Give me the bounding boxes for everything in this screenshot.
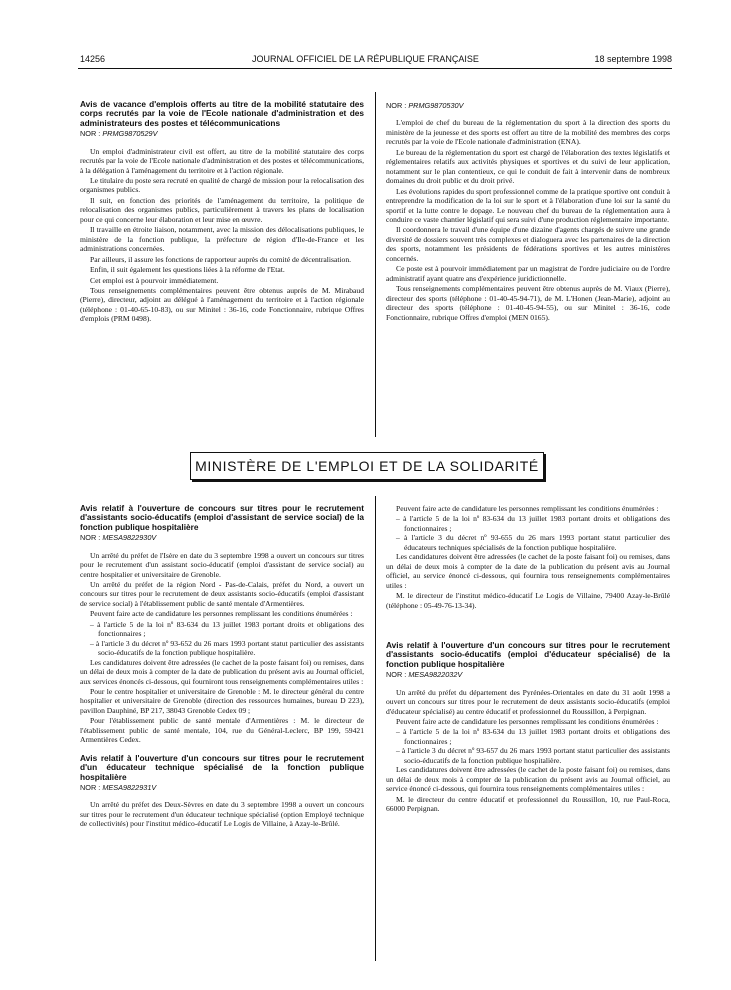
list-item: – à l'article 3 du décret nº 93-657 du 26 mars 1993 portant statut particulier des assistants socio-éducatifs de la fonction publique hospitalière. xyxy=(386,746,670,765)
nor-reference: NOR : MESA9822032V xyxy=(386,670,463,680)
issue-date: 18 septembre 1998 xyxy=(594,54,672,64)
top-right-column xyxy=(386,100,670,323)
paragraph: Cet emploi est à pourvoir immédiatement. xyxy=(90,275,219,285)
paragraph: Il suit, en fonction des priorités de l'aménagement du territoire, la politique de relocalisation des organismes publics, particulièrement à travers les plans de localisation pour ce qui concerne leur élaboration et leur mise en œuvre. xyxy=(80,195,364,224)
nor-reference: NOR : PRMG9870530V xyxy=(386,101,464,110)
list-item: – à l'article 5 de la loi nº 83-634 du 13 juillet 1983 portant droits et obligations des fonctionnaires ; xyxy=(386,514,670,533)
page-number: 14256 xyxy=(80,54,106,64)
conditions-list xyxy=(386,514,670,552)
paragraph: M. le directeur de l'institut médico-éducatif Le Logis de Villaine, 79400 Azay-le-Brûlé (téléphone : 05-49-76-13-34). xyxy=(386,591,670,610)
paragraph: Les candidatures doivent être adressées (le cachet de la poste faisant foi) ou remises, dans un délai de deux mois à compter de la date de la publication du présent avis au Journal officiel, au service énoncé ci-dessous, qui fournira tous renseignements complémentaires utiles : xyxy=(386,552,670,590)
article-title: Avis relatif à l'ouverture d'un concours sur titres pour le recrutement d'assistants socio-éducatifs (emploi d'éducateur spécialisé) de la fonction publique hospitalière xyxy=(386,639,670,669)
list-item: – à l'article 5 de la loi nº 83-634 du 13 juillet 1983 portant droits et obligations des fonctionnaires ; xyxy=(80,620,364,639)
paragraph: Les candidatures doivent être adressées (le cachet de la poste faisant foi) ou remises, dans un délai de deux mois à compter de la date de publication du présent avis au Journal officiel, aux services énoncés ci-dessous, qui fourniront tous renseignements complémentaires utiles : xyxy=(80,657,364,686)
top-left-column xyxy=(80,100,364,325)
paragraph: Le bureau de la réglementation du sport est chargé de l'élaboration des textes législatifs et réglementaires relatifs aux activités physiques et sportives et du suivi de leur application, notamment sur le plan contentieux, ce qui le conduit de fait à intervenir dans de nombreux domaines du droit public et du droit privé. xyxy=(386,147,670,186)
ministry-heading: MINISTÈRE DE L'EMPLOI ET DE LA SOLIDARITÉ xyxy=(190,452,544,480)
paragraph: Un emploi d'administrateur civil est offert, au titre de la mobilité statutaire des corps recrutés par la voie de l'Ecole nationale d'administration et des postes et télécommunications, à la délégation à l'aménagement du territoire et à l'action régionale. xyxy=(80,146,364,175)
paragraph: Tous renseignements complémentaires peuvent être obtenus auprès de M. Mirabaud (Pierre), directeur, adjoint au délégué à l'aménagement du territoire et à l'action régionale (téléphone : 01-40-65-10-83), ou sur Minitel : 36-16, code Fonctionnaire, rubrique Offres d'emplois (PRM 0498). xyxy=(80,286,364,324)
list-item: – à l'article 3 du décret nº 93-655 du 26 mars 1993 portant statut particulier des éducateurs techniques spécialisés de la fonction publique hospitalière. xyxy=(386,533,670,552)
paragraph: Un arrêté du préfet du département des Pyrénées-Orientales en date du 31 août 1998 a ouvert un concours sur titres pour le recrutement de deux assistants socio-éducatifs (emploi d'éducateur spécialisé) au centre éducatif et professionnel du Roussillon, à Perpignan. xyxy=(386,687,670,716)
article-title: Avis relatif à l'ouverture d'un concours sur titres pour le recrutement d'un éducateur technique spécialisé de la fonction publique hospitalière xyxy=(80,752,364,782)
nor-reference: NOR : MESA9822931V xyxy=(80,782,157,792)
conditions-list xyxy=(80,620,364,658)
column-divider-top xyxy=(375,92,376,437)
journal-title: JOURNAL OFFICIEL DE LA RÉPUBLIQUE FRANÇAISE xyxy=(252,54,479,64)
list-item: – à l'article 3 du décret nº 93-652 du 26 mars 1993 portant statut particulier des assistants socio-éducatifs de la fonction publique hospitalière. xyxy=(80,639,364,658)
paragraph: M. le directeur du centre éducatif et professionnel du Roussillon, 10, rue Paul-Roca, 66000 Perpignan. xyxy=(386,794,670,814)
paragraph: Tous renseignements complémentaires peuvent être obtenus auprès de M. Viaux (Pierre), directeur des sports (téléphone : 01-40-45-94-71), de M. L'Honen (Jean-Marie), adjoint au directeur des sports (téléphone : 01-40-45-94-55), ou sur Minitel : 36-16, code Fonctionnaire, rubrique Offres d'emploi (MEN 0165). xyxy=(386,284,670,322)
paragraph: Pour l'établissement public de santé mentale d'Armentières : M. le directeur de l'établissement public de santé mentale, 104, rue du Général-Leclerc, BP 199, 59421 Armentières Cedex. xyxy=(80,716,364,745)
bottom-right-column xyxy=(386,504,670,815)
paragraph: Un arrêté du préfet des Deux-Sèvres en date du 3 septembre 1998 a ouvert un concours sur titres pour le recrutement d'un éducateur technique spécialisé (option Employé technique de collectivités) pour l'institut médico-éducatif Le Logis de Villaine, à Azay-le-Brûlé. xyxy=(80,800,364,829)
paragraph: Les candidatures doivent être adressées (le cachet de la poste faisant foi) ou remises, dans un délai de deux mois à compter de la publication du présent avis au Journal officiel, au service énoncé ci-dessous, qui fournira tous renseignements complémentaires utiles : xyxy=(386,765,670,794)
article-title: Avis relatif à l'ouverture de concours sur titres pour le recrutement d'assistants socio-éducatifs (emploi d'assistant de service social) de la fonction publique hospitalière xyxy=(80,503,364,532)
nor-reference: NOR : MESA9822930V xyxy=(80,533,157,543)
header-rule xyxy=(78,68,672,69)
paragraph: Enfin, il suit également les questions liées à la réforme de l'Etat. xyxy=(90,265,285,275)
paragraph: Ce poste est à pourvoir immédiatement par un magistrat de l'ordre judiciaire ou de l'ordre administratif ayant quatre ans d'expérience juridictionnelle. xyxy=(386,264,670,283)
paragraph: Les évolutions rapides du sport professionnel comme de la pratique sportive ont conduit à entreprendre la modification de la loi sur le sport et à l'élaboration d'une loi sur la santé du sportif et la lutte contre le dopage. Le nouveau chef du bureau de la réglementation aura à conduire ce vaste chantier législatif qui sera suivi d'une production réglementaire importante. xyxy=(386,186,670,224)
paragraph: Le titulaire du poste sera recruté en qualité de chargé de mission pour la relocalisation des organismes publics. xyxy=(80,176,364,195)
paragraph: Il travaille en étroite liaison, notamment, avec la mission des délocalisations publiques, le ministère de la fonction publique, la préfecture de région d'Ile-de-France et les administrations concernées. xyxy=(80,225,364,254)
bottom-left-column xyxy=(80,504,364,830)
conditions-list xyxy=(386,727,670,765)
paragraph: L'emploi de chef du bureau de la réglementation du sport à la direction des sports du ministère de la jeunesse et des sports est offert au titre de la mobilité des membres des corps recrutés par la voie de l'Ecole nationale d'administration (ENA). xyxy=(386,118,670,147)
paragraph: Un arrêté du préfet de l'Isère en date du 3 septembre 1998 a ouvert un concours sur titres pour le recrutement d'un assistant socio-éducatif (emploi d'assistant de service social) au centre hospitalier et universitaire de Grenoble. xyxy=(80,550,364,579)
paragraph: Peuvent faire acte de candidature les personnes remplissant les conditions énumérées : xyxy=(90,609,353,619)
paragraph: Peuvent faire acte de candidature les personnes remplissant les conditions énumérées : xyxy=(396,717,659,727)
paragraph: Par ailleurs, il assure les fonctions de rapporteur auprès du comité de décentralisation. xyxy=(90,254,352,264)
paragraph: Pour le centre hospitalier et universitaire de Grenoble : M. le directeur général du centre hospitalier et universitaire de Grenoble (direction des ressources humaines, bureau D 223), pavillon Dauphiné, BP 217, 38043 Grenoble Cedex 09 ; xyxy=(80,687,364,715)
column-divider-bottom xyxy=(375,496,376,961)
paragraph: Peuvent faire acte de candidature les personnes remplissant les conditions énumérées : xyxy=(396,504,659,513)
paragraph: Un arrêté du préfet de la région Nord - Pas-de-Calais, préfet du Nord, a ouvert un concours sur titres pour le recrutement de deux assistants socio-éducatifs (emploi d'assistant de service social) à l'établissement public de santé mentale d'Armentières. xyxy=(80,580,364,608)
nor-reference: NOR : PRMG9870529V xyxy=(80,129,158,139)
paragraph: Il coordonnera le travail d'une équipe d'une dizaine d'agents chargés de suivre une grande diversité de dossiers souvent très complexes et dialoguera avec les partenaires de la direction des sports, notamment les présidents de fédérations sportives et les autres ministères concernés. xyxy=(386,225,670,263)
list-item: – à l'article 5 de la loi nº 83-634 du 13 juillet 1983 portant droits et obligations des fonctionnaires ; xyxy=(386,727,670,746)
article-title: Avis de vacance d'emplois offerts au titre de la mobilité statutaire des corps recrutés par la voie de l'Ecole nationale d'administration et des administrateurs des postes et télécommunications xyxy=(80,99,364,128)
